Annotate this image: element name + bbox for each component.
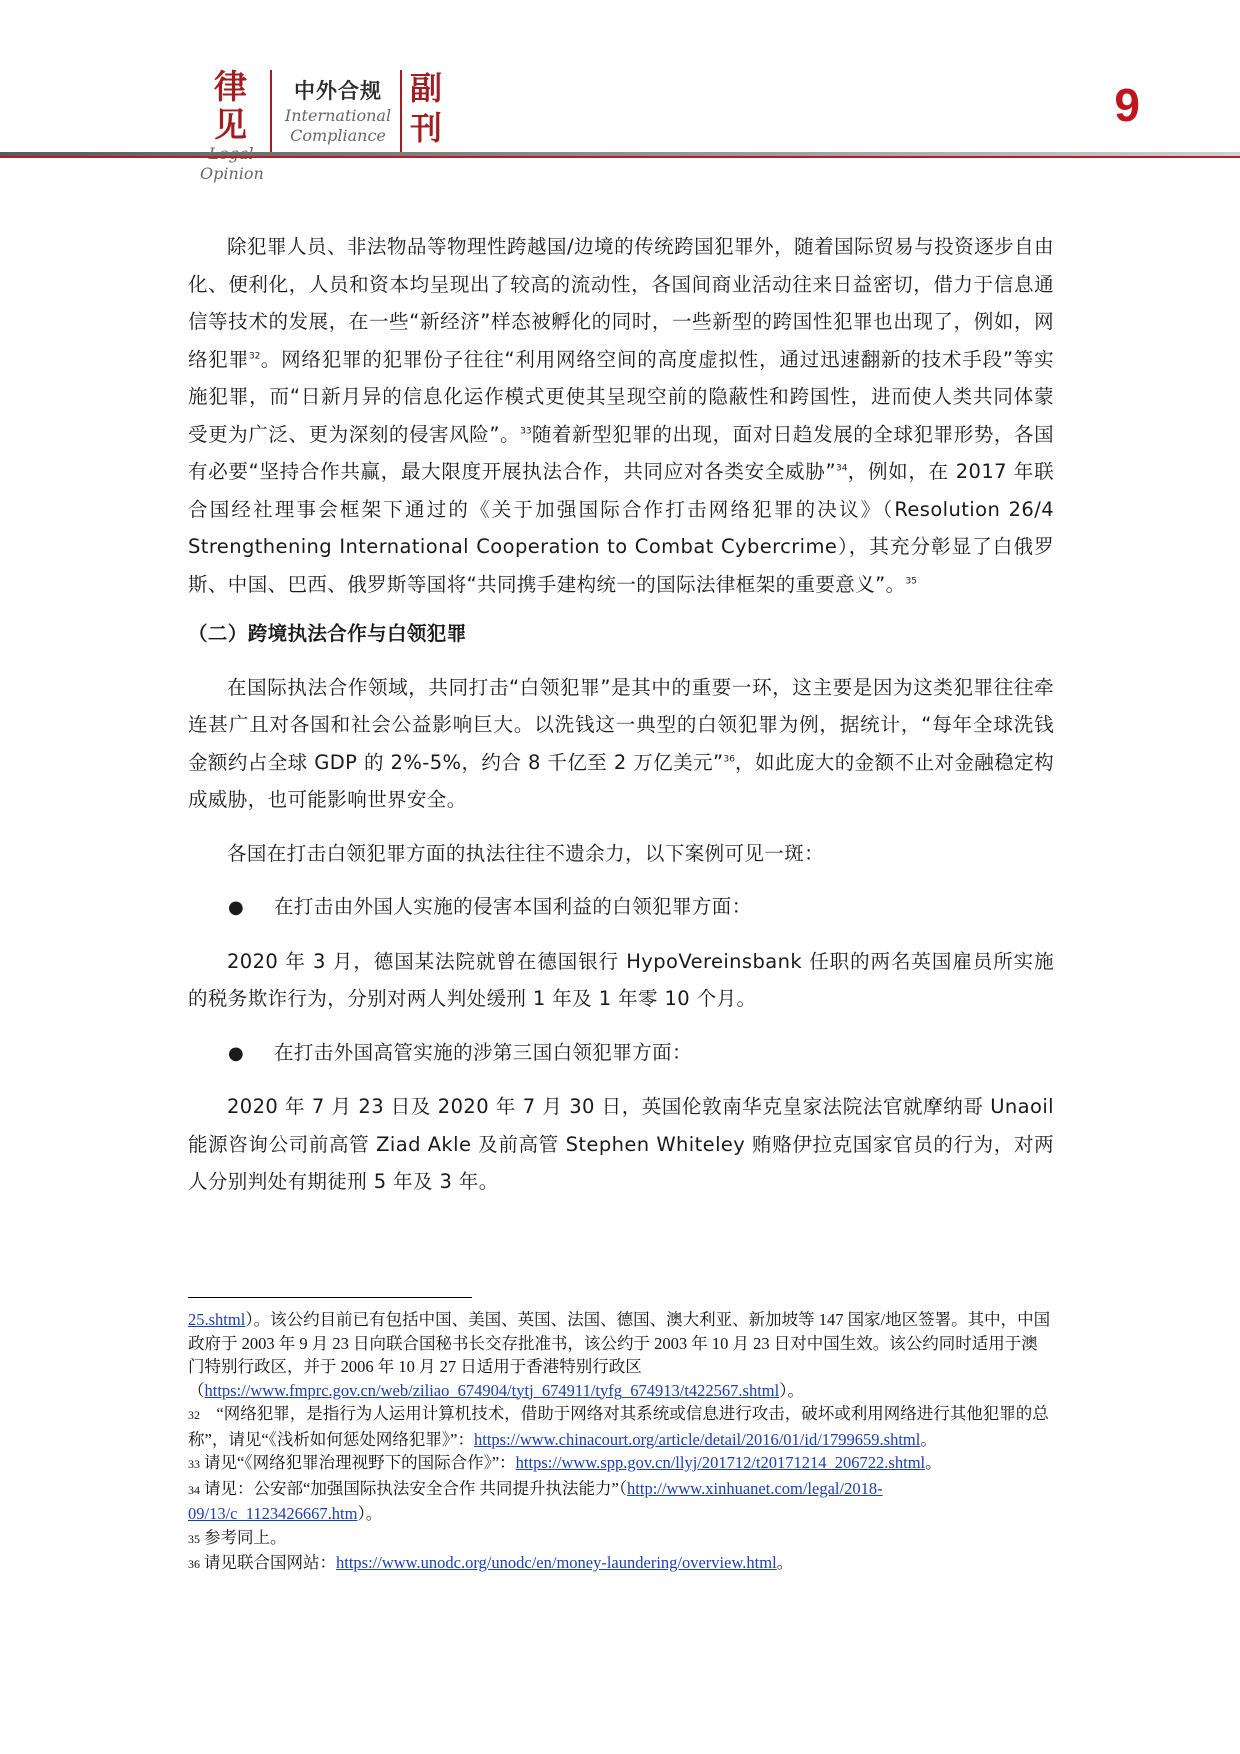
footnote-text: 。	[925, 1453, 942, 1472]
bullet-item	[188, 888, 1054, 927]
main-content	[188, 228, 1054, 1201]
logo-lv-en2: Opinion	[200, 164, 264, 183]
paragraph: 各国在打击白领犯罪方面的执法往往不遗余力，以下案例可见一斑：	[227, 841, 825, 865]
page-number: 9	[1114, 79, 1140, 131]
footnote-32	[188, 1402, 1054, 1451]
page-header	[0, 0, 1240, 183]
footnote-ref[interactable]: 35	[905, 576, 917, 586]
spacer	[188, 1018, 1054, 1034]
text-run: ，如此庞大的金额不止对金融稳定构成威胁，也可能影响世界安全。	[188, 750, 1054, 811]
spacer	[188, 819, 1054, 835]
bullet-icon: ●	[228, 897, 245, 918]
footnote-text: 请见联合国网站：	[204, 1553, 336, 1572]
footnote-number: 33	[188, 1457, 200, 1471]
footnote-number: 36	[188, 1557, 200, 1571]
footnote-number: 32	[188, 1408, 200, 1422]
footnote-link[interactable]: https://www.fmprc.gov.cn/web/ziliao_674904/tytj_674911/tyfg_674913/t422567.shtml	[204, 1380, 780, 1400]
footnote-ref[interactable]: 34	[835, 463, 848, 474]
footnote-35	[188, 1526, 1054, 1552]
text-run: 在国际执法合作领域，共同打击“白领犯罪”是其中的重要一环，这主要是因为这类犯罪往往牵连甚广且对各国和社会公益影响巨大。以洗钱这一典型的白领犯罪为例，据统计，“每年全球洗钱金额约占全球 GDP 的 2%-5%，约合 8 千亿至 2 万亿美元”	[188, 675, 1054, 774]
footnote-link[interactable]: 25.shtml	[188, 1310, 246, 1329]
text-run: ，例如，在 2017 年联合国经社理事会框架下通过的《关于加强国际合作打击网络犯罪的决议》（Resolution 26/4 Strengthening International Cooperation to Combat Cybercrime），其充分彰显了白俄罗斯、中国、巴西、俄罗斯等国将“共同携手建构统一的国际法律框架的重要意义”。	[188, 460, 1054, 596]
bullet-icon: ●	[228, 1042, 245, 1064]
footnote-link[interactable]: https://www.chinacourt.org/article/detail/2016/01/id/1799659.shtml	[473, 1429, 921, 1449]
paragraph	[188, 669, 1054, 819]
footnote-continuation	[188, 1308, 1054, 1402]
paragraph: 2020 年 3 月，德国某法院就曾在德国银行 HypoVereinsbank 任职的两名英国雇员所实施的税务欺诈行为，分别对两人判处缓刑 1 年及 1 年零 10 个月。	[188, 949, 1054, 1010]
footnote-ref[interactable]: 36	[723, 754, 735, 764]
bullet-text: 在打击外国高管实施的涉第三国白领犯罪方面：	[274, 1040, 692, 1064]
logo-international-compliance	[282, 76, 394, 146]
bullet-item	[188, 1034, 1054, 1073]
logo-zw-en2: Compliance	[290, 126, 386, 145]
footnote-text: 请见“《网络犯罪治理视野下的国际合作》”：	[204, 1453, 516, 1472]
spacer	[188, 927, 1054, 943]
text-run: 随着新型犯罪的出现，面对日趋发展的全球犯罪形势，各国有必要“坚持合作共赢，最大限度开展执法合作，共同应对各类安全威胁”	[188, 422, 1055, 483]
header-rule-accent	[0, 156, 1240, 158]
text-run: 。网络犯罪的犯罪份子往往“利用网络空间的高度虚拟性，通过迅速翻新的技术手段”等实施犯罪，而“日新月异的信息化运作模式更使其呈现空前的隐蔽性和跨国性，进而使人类共同体蒙受更为广泛、更为深刻的侵害风险”。	[188, 347, 1054, 446]
spacer	[188, 1072, 1054, 1088]
footnotes	[188, 1308, 1054, 1577]
logo-legal-opinion	[200, 68, 262, 184]
logo-divider	[270, 70, 272, 154]
footnote-text: “网络犯罪，是指行为人运用计算机技术，借助于网络对其系统或信息进行攻击，破坏或利用网络进行其他犯罪的总称”，请见“《浅析如何惩处网络犯罪》”：	[188, 1404, 1049, 1449]
footnote-link[interactable]: http://www.xinhuanet.com/legal/2018-09/13/c_1123426667.htm	[188, 1478, 883, 1523]
logo-zw-en1: International	[284, 106, 392, 125]
paragraph: 2020 年 7 月 23 日及 2020 年 7 月 30 日，英国伦敦南华克皇家法院法官就摩纳哥 Unaoil 能源咨询公司前高管 Ziad Akle 及前高管 Stephen Whiteley 贿赂伊拉克国家官员的行为，对两人分别判处有期徒刑 5 年及 3 年。	[188, 1095, 1054, 1193]
logo-fk2: 刊	[410, 109, 443, 147]
footnote-33	[188, 1451, 1054, 1477]
footnote-link[interactable]: https://www.spp.gov.cn/llyj/201712/t20171214_206722.shtml	[515, 1453, 926, 1472]
footnote-text: 。	[920, 1429, 937, 1449]
footnote-text: ）。	[779, 1380, 804, 1400]
footnote-separator	[188, 1297, 472, 1298]
logo-lv-cn: 律见	[214, 67, 248, 144]
footnote-text: ）。	[357, 1504, 383, 1523]
footnote-number: 35	[188, 1531, 200, 1546]
footnote-text: ）。该公约目前已有包括中国、美国、英国、法国、德国、澳大利亚、新加坡等 147 国家/地区签署。其中，中国政府于 2003 年 9 月 23 日向联合国秘书长交存批准书，该公约于 2003 年 10 月 23 日对中国生效。该公约同时适用于澳门特别行政区，并于 2006 年 10 月 27 日适用于香港特别行政区（	[188, 1310, 1051, 1400]
logo-supplement	[410, 68, 444, 148]
spacer	[188, 872, 1054, 888]
footnote-link[interactable]: https://www.unodc.org/unodc/en/money-laundering/overview.html	[336, 1553, 777, 1572]
footnote-ref[interactable]: 33	[520, 426, 532, 436]
footnote-text: 参考同上。	[204, 1527, 287, 1547]
footnote-36	[188, 1551, 1054, 1577]
bullet-text: 在打击由外国人实施的侵害本国利益的白领犯罪方面：	[274, 895, 752, 918]
logo-fk1: 副	[410, 69, 443, 107]
logo-zw-cn: 中外合规	[294, 79, 382, 103]
footnote-text: 。	[776, 1553, 794, 1572]
footnote-ref[interactable]: 32	[248, 351, 261, 361]
footnote-34	[188, 1477, 1054, 1526]
logo-divider	[400, 70, 402, 154]
text-run: 除犯罪人员、非法物品等物理性跨越国/边境的传统跨国犯罪外，随着国际贸易与投资逐步自由化、便利化，人员和资本均呈现出了较高的流动性，各国间商业活动往来日益密切，借力于信息通信等技术的发展，在一些“新经济”样态被孵化的同时，一些新型的跨国性犯罪也出现了，例如，网络犯罪	[188, 235, 1054, 371]
section-heading: （二）跨境执法合作与白领犯罪	[188, 622, 467, 645]
footnote-text: 请见：公安部“加强国际执法安全合作 共同提升执法能力”（	[204, 1478, 628, 1498]
paragraph	[188, 228, 1054, 603]
footnote-number: 34	[188, 1482, 200, 1497]
